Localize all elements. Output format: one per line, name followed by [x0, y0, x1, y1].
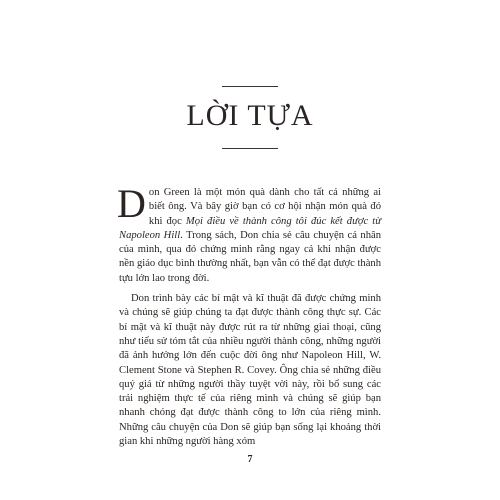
paragraph-1: [117, 181, 381, 286]
chapter-title: LỜI TỰA: [186, 99, 314, 132]
paragraph-2: Don trình bày các bí mật và kĩ thuật đã được chứng minh và chúng sẽ giúp chúng ta đạt được thành công thực sự. Các bí mật và kĩ thuật này được rút ra từ những giai thoại, cũng như tiểu sử tóm tắt của nhiều người thành công, những người đã ảnh hưởng lớn đến cuộc đời ông như Napoleon Hill, W. Clement Stone và Stephen R. Covey. Ông chia sẻ những điều quý giá từ những người thầy tuyệt vời này, rồi bổ sung các trải nghiệm thực tế của riêng mình và chúng sẽ giúp bạn nhanh chóng đạt được thành công to lớn của riêng mình. Những câu chuyện của Don sẽ giúp bạn sống lại khoảng thời gian khi những người hàng xóm: [119, 293, 381, 448]
paragraph-1-text-a: on Green là một món quà dành cho tất cả những ai biết ông. Và bây giờ bạn có cơ hội nhận món quà đó khi đọc: [148, 187, 381, 227]
paragraph-1-text-b: . Trong sách, Don chia sẻ câu chuyện cá nhân của mình, qua đó chứng minh rằng ngay cả khi nhận được nền giáo dục bình thường nhất, bạn vẫn có thể đạt được thành tựu lớn lao trong đời.: [119, 229, 381, 284]
title-rule-top: [222, 86, 278, 87]
book-title-italic: Mọi điều về thành công tôi đúc kết được từ Napoleon Hill: [119, 215, 381, 241]
title-rule-bottom: [222, 148, 278, 149]
page-number: 7: [247, 454, 253, 465]
drop-cap: D: [117, 181, 146, 226]
body-text: [117, 181, 381, 449]
